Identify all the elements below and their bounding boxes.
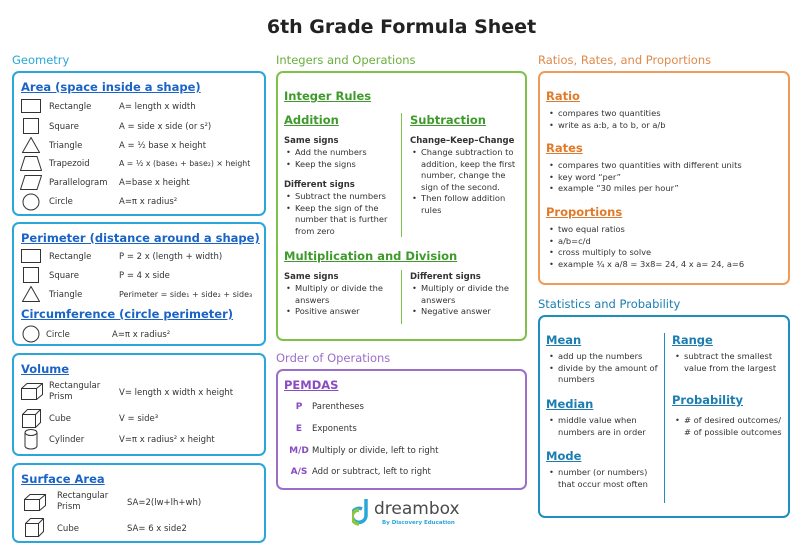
surface-cube-formula: SA= 6 x side2 — [127, 524, 187, 534]
mult-div-divider — [401, 270, 402, 324]
mult-diff-list — [411, 283, 521, 318]
parallelogram-icon — [20, 175, 42, 190]
list-item: • Add the numbers — [285, 147, 395, 159]
circumference-circle-formula: A=π x radius² — [112, 330, 171, 340]
integer-rules-heading: Integer Rules — [284, 89, 372, 103]
addition-diff-label: Different signs — [284, 180, 355, 190]
surface-prism-name: Rectangular Prism — [57, 491, 109, 512]
area-circle-name: Circle — [49, 197, 73, 207]
pemdas-letter: E — [295, 424, 303, 434]
perimeter-rectangle-name: Rectangle — [49, 252, 92, 262]
proportions-list — [548, 224, 783, 270]
list-item: • key word “per” — [548, 172, 783, 184]
subtraction-list — [411, 147, 521, 216]
proportions-heading: Proportions — [546, 205, 623, 219]
area-triangle-name: Triangle — [49, 141, 83, 151]
logo-name: dreambox — [374, 499, 460, 519]
subtraction-label: Change–Keep–Change — [410, 136, 515, 146]
addition-heading: Addition — [284, 113, 339, 127]
list-item: • compares two quantities with different units — [548, 160, 783, 172]
perimeter-heading: Perimeter (distance around a shape) — [21, 231, 260, 245]
mult-same-label: Same signs — [284, 272, 339, 282]
perimeter-square-name: Square — [49, 271, 79, 281]
section-title-integers: Integers and Operations — [276, 53, 416, 67]
cube-icon — [22, 409, 41, 428]
trapezoid-icon — [20, 156, 42, 171]
stats-divider — [664, 333, 665, 503]
circumference-circle-name: Circle — [46, 330, 70, 340]
section-title-geometry: Geometry — [12, 53, 70, 67]
section-title-stats: Statistics and Probability — [538, 297, 681, 311]
rectangular-prism-icon — [24, 494, 46, 511]
perimeter-triangle-name: Triangle — [49, 290, 83, 300]
list-item: • Change subtraction to addition, keep the first number, change the sign of the second. — [411, 147, 521, 193]
volume-cylinder-formula: V=π x radius² x height — [119, 435, 215, 445]
integer-rules-divider — [401, 113, 402, 237]
pemdas-letter: P — [295, 402, 303, 412]
triangle-icon — [22, 137, 40, 153]
list-item: • write as a:b, a to b, or a/b — [548, 120, 783, 132]
area-trapezoid-formula: A = ½ x (base₁ + base₂) × height — [119, 159, 251, 168]
perimeter-triangle-formula: Perimeter = side₁ + side₂ + side₃ — [119, 290, 253, 299]
rates-list — [548, 160, 783, 195]
list-item: • Negative answer — [411, 306, 521, 318]
range-list — [674, 351, 786, 374]
list-item: • middle value when numbers are in order — [548, 415, 658, 438]
list-item: • example “30 miles per hour” — [548, 183, 783, 195]
list-item: • example ¾ x a/8 = 3x8= 24, 4 x a= 24, a=6 — [548, 259, 783, 271]
area-rectangle-formula: A= length x width — [119, 102, 196, 112]
area-parallelogram-name: Parallelogram — [49, 178, 108, 188]
cylinder-icon — [24, 429, 38, 450]
perimeter-rectangle-formula: P = 2 x (length + width) — [119, 252, 223, 262]
pemdas-letter: A/S — [290, 467, 308, 477]
mode-list — [548, 467, 648, 490]
circle-icon — [22, 325, 40, 343]
mult-same-list — [285, 283, 395, 318]
list-item: • Multiply or divide the answers — [411, 283, 521, 306]
mode-heading: Mode — [546, 449, 582, 463]
section-title-order: Order of Operations — [276, 351, 391, 365]
addition-same-list — [285, 147, 395, 170]
list-item: • cross multiply to solve — [548, 247, 783, 259]
logo-tagline: By Discovery Education — [382, 520, 455, 526]
pemdas-text: Multiply or divide, left to right — [312, 446, 439, 456]
volume-prism-formula: V= length x width x height — [119, 388, 234, 398]
range-heading: Range — [672, 333, 713, 347]
list-item: • divide by the amount of numbers — [548, 363, 658, 386]
volume-cylinder-name: Cylinder — [49, 435, 85, 445]
mult-div-heading: Multiplication and Division — [284, 249, 458, 263]
surface-area-heading: Surface Area — [21, 472, 105, 486]
circle-icon — [22, 193, 40, 211]
pemdas-text: Exponents — [312, 424, 357, 434]
ratio-list — [548, 108, 783, 131]
list-item: • a/b=c/d — [548, 236, 783, 248]
list-item: • Multiply or divide the answers — [285, 283, 395, 306]
area-parallelogram-formula: A=base x height — [119, 178, 190, 188]
list-item: • compares two quantities — [548, 108, 783, 120]
section-title-ratios: Ratios, Rates, and Proportions — [538, 53, 712, 67]
list-item: • subtract the smallest value from the largest — [674, 351, 786, 374]
volume-heading: Volume — [21, 362, 70, 376]
list-item: • # of desired outcomes/ # of possible outcomes — [674, 415, 786, 438]
median-heading: Median — [546, 397, 594, 411]
median-list — [548, 415, 658, 438]
probability-list — [674, 415, 786, 438]
perimeter-square-formula: P = 4 x side — [119, 271, 170, 281]
pemdas-heading: PEMDAS — [284, 378, 339, 392]
circumference-heading: Circumference (circle perimeter) — [21, 307, 234, 321]
volume-prism-name: Rectangular Prism — [49, 381, 101, 402]
mean-heading: Mean — [546, 333, 582, 347]
rectangle-icon — [21, 99, 41, 113]
surface-prism-formula: SA=2(lw+lh+wh) — [127, 498, 202, 508]
page-title: 6th Grade Formula Sheet — [266, 16, 537, 38]
list-item: • add up the numbers — [548, 351, 658, 363]
rates-heading: Rates — [546, 141, 583, 155]
volume-cube-name: Cube — [49, 414, 71, 424]
ratio-heading: Ratio — [546, 89, 580, 103]
addition-same-label: Same signs — [284, 136, 339, 146]
surface-cube-name: Cube — [57, 524, 79, 534]
rectangle-icon — [21, 249, 41, 263]
pemdas-text: Parentheses — [312, 402, 364, 412]
rectangular-prism-icon — [21, 383, 43, 400]
list-item: • number (or numbers) that occur most often — [548, 467, 648, 490]
volume-cube-formula: V = side³ — [119, 414, 159, 424]
area-circle-formula: A=π x radius² — [119, 197, 178, 207]
area-square-formula: A = side x side (or s²) — [119, 122, 212, 132]
list-item: • Subtract the numbers — [285, 191, 395, 203]
dreambox-logo-icon — [352, 498, 374, 528]
list-item: • Positive answer — [285, 306, 395, 318]
pemdas-text: Add or subtract, left to right — [312, 467, 431, 477]
subtraction-heading: Subtraction — [410, 113, 486, 127]
area-heading: Area (space inside a shape) — [21, 80, 201, 94]
pemdas-letter: M/D — [289, 446, 309, 456]
list-item: • two equal ratios — [548, 224, 783, 236]
list-item: • Then follow addition rules — [411, 193, 521, 216]
area-trapezoid-name: Trapezoid — [49, 159, 90, 169]
probability-heading: Probability — [672, 393, 744, 407]
list-item: • Keep the sign of the number that is further from zero — [285, 203, 395, 238]
cube-icon — [25, 518, 44, 537]
square-icon — [23, 267, 39, 283]
mult-diff-label: Different signs — [410, 272, 481, 282]
area-rectangle-name: Rectangle — [49, 102, 92, 112]
mean-list — [548, 351, 658, 386]
area-triangle-formula: A = ½ base x height — [119, 141, 207, 151]
list-item: • Keep the signs — [285, 159, 395, 171]
area-square-name: Square — [49, 122, 79, 132]
square-icon — [23, 118, 39, 134]
triangle-icon — [22, 286, 40, 302]
addition-diff-list — [285, 191, 395, 237]
